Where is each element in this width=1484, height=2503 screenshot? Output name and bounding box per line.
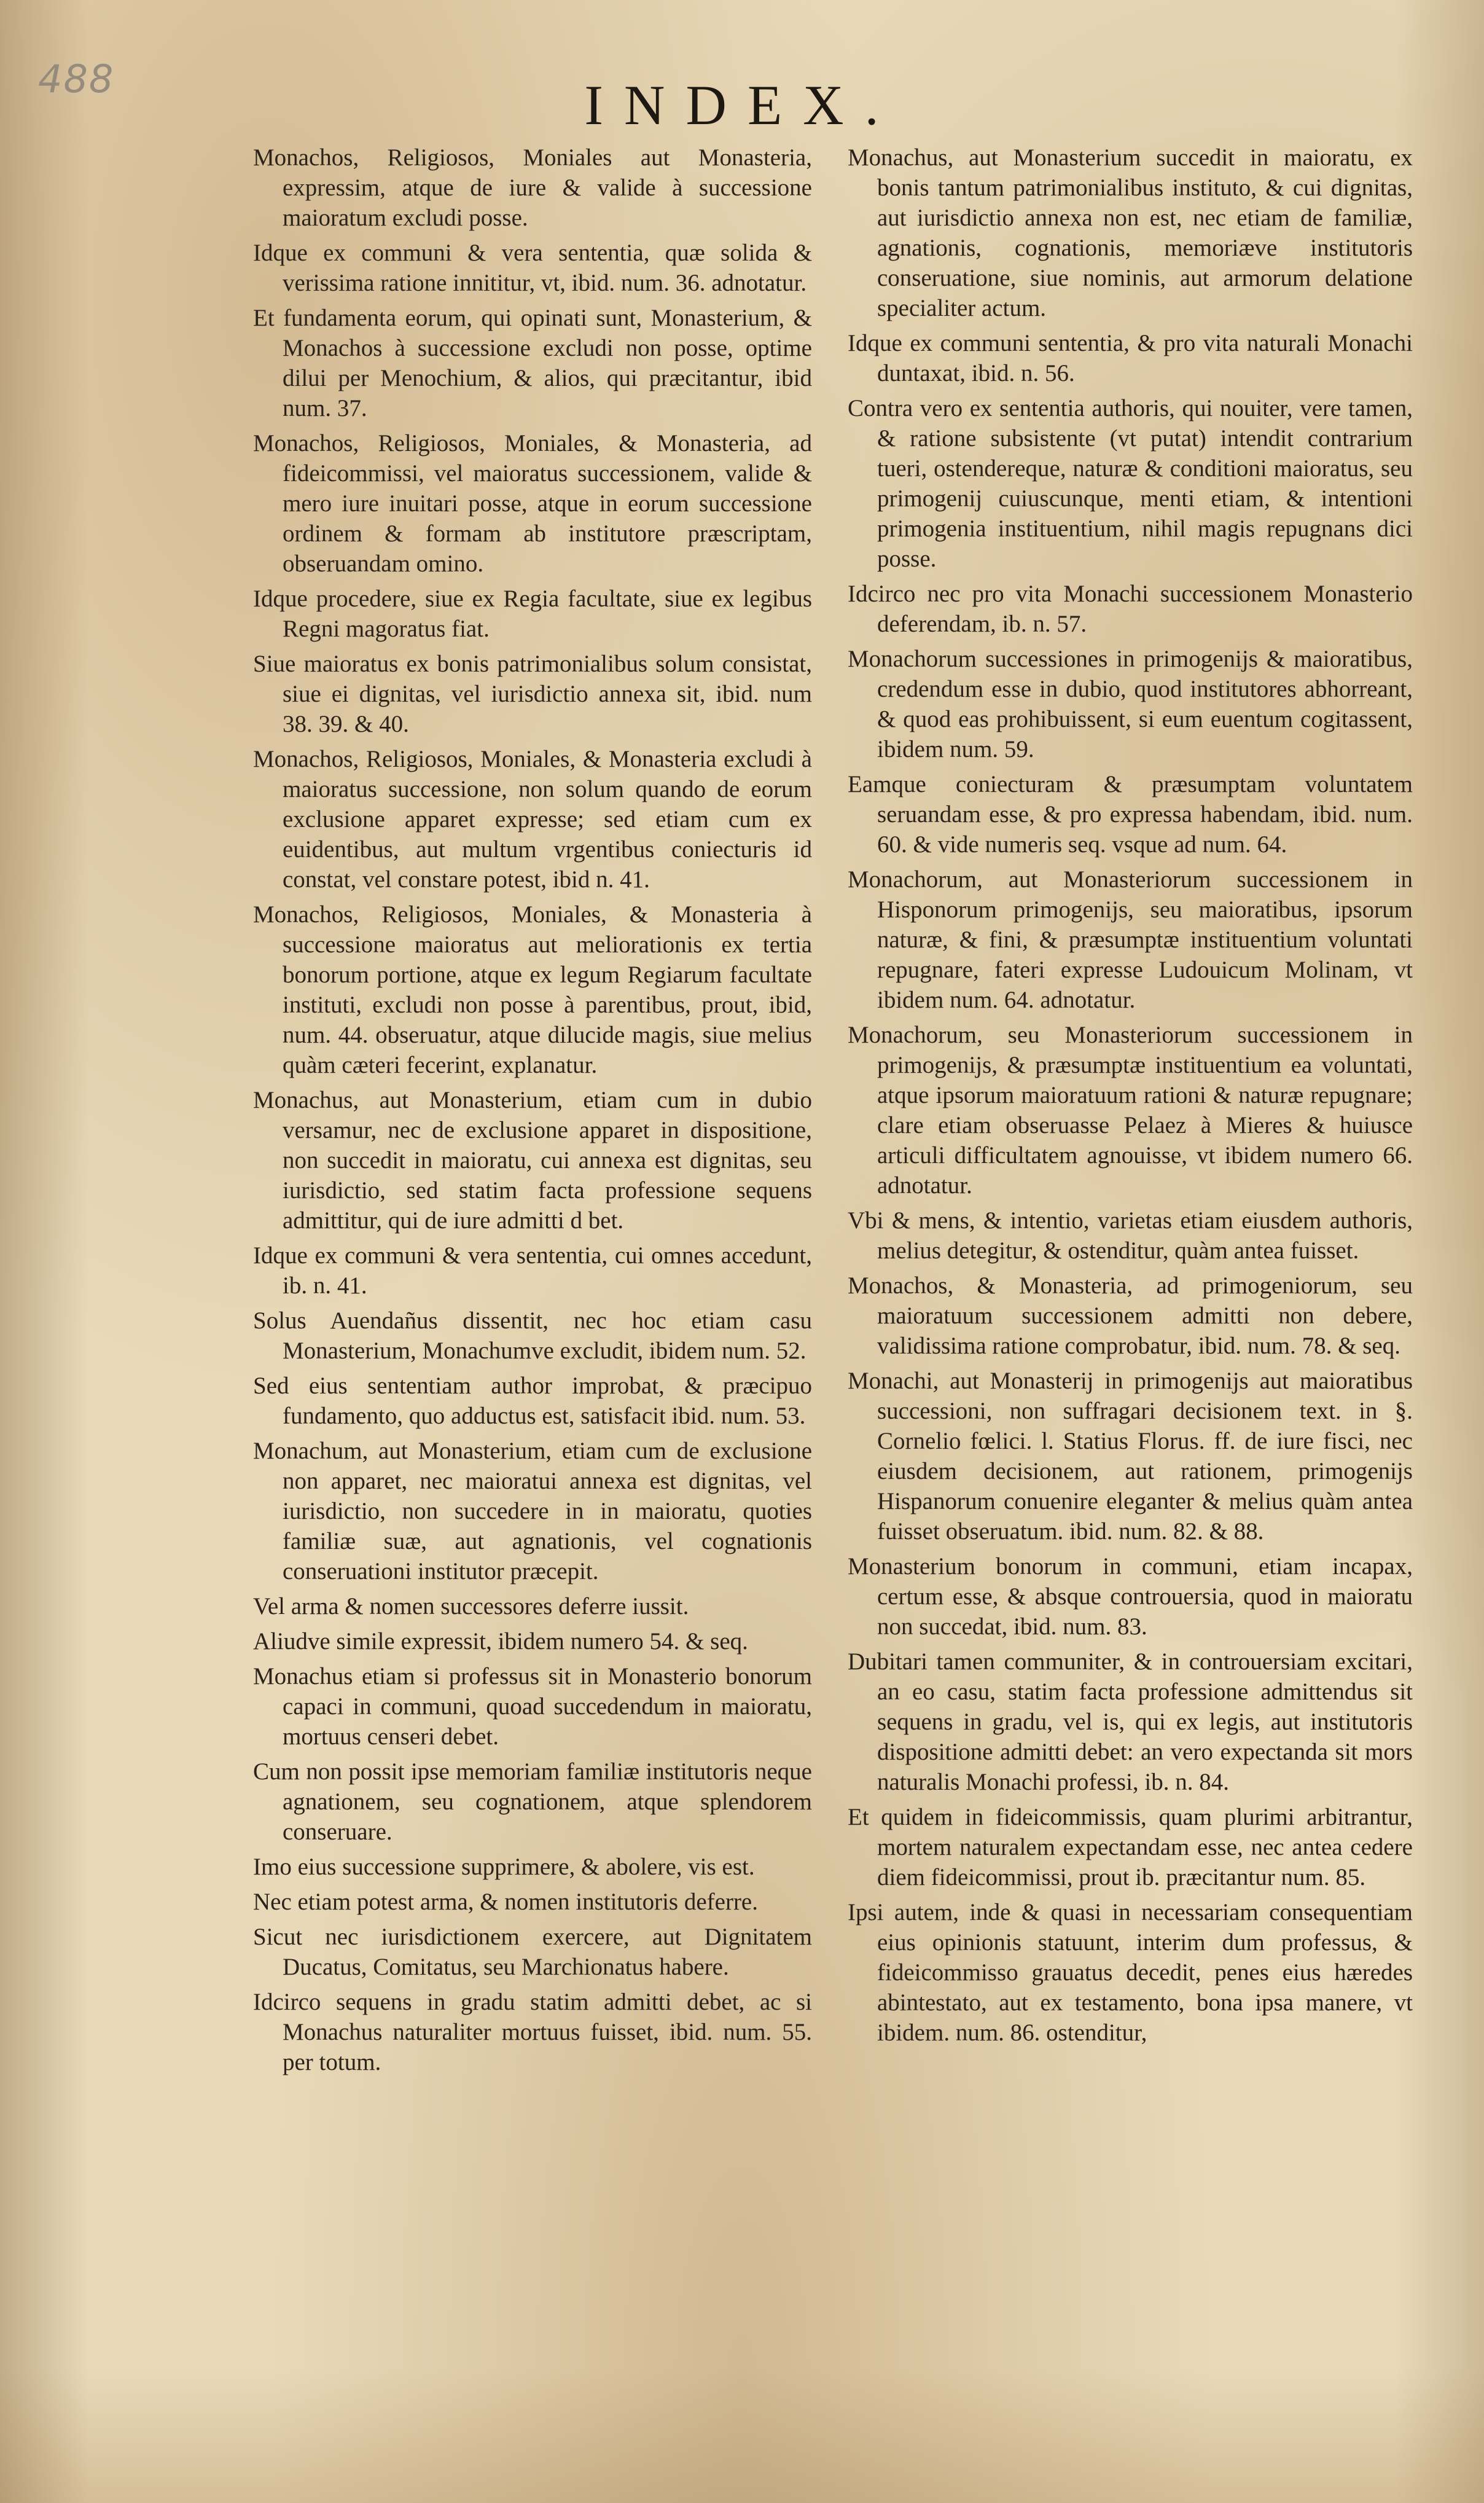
index-entry: Idque procedere, siue ex Regia facultate, siue ex legibus Regni magoratus fiat. bbox=[253, 586, 812, 642]
index-entry: Idcirco sequens in gradu statim admitti debet, ac si Monachus naturaliter mortuus fuisset, ibid. num. 55. per totum. bbox=[253, 1989, 812, 2075]
index-entry: Eamque coniecturam & præsumptam voluntatem seruandam esse, & pro expressa habendam, ibid. num. 60. & vide numeris seq. vsque ad num. 64. bbox=[848, 771, 1413, 858]
index-entry: Imo eius successione supprimere, & abolere, vis est. bbox=[253, 1854, 755, 1880]
index-entry: Monachorum, aut Monasteriorum successionem in Hisponorum primogenijs, seu maioratibus, ipsorum naturæ, & fini, & præsumptæ instituentium voluntati repugnare, fateri expresse Ludouicum Molinam, vt ibidem num. 64. adnotatur. bbox=[848, 866, 1413, 1013]
index-entry: Monachorum successiones in primogenijs & maioratibus, credendum esse in dubio, quod institutores abhorreant, & quod eas prohibuissent, si eum euentum cogitassent, ibidem num. 59. bbox=[848, 646, 1413, 762]
index-entry: Cum non possit ipse memoriam familiæ institutoris neque agnationem, seu cognationem, atque splendorem conseruare. bbox=[253, 1758, 812, 1845]
index-entry: Nec etiam potest arma, & nomen institutoris deferre. bbox=[253, 1889, 758, 1915]
index-entry: Monachum, aut Monasterium, etiam cum de exclusione non apparet, nec maioratui annexa est dignitas, vel iurisdictio, non succedere in in maioratu, quoties familiæ suæ, aut agnationis, vel cognationis conseruationi institutor præcepit. bbox=[253, 1438, 812, 1584]
index-entry: Monachus, aut Monasterium succedit in maioratu, ex bonis tantum patrimonialibus instituto, & cui dignitas, aut iurisdictio annexa non est, nec etiam de familiæ, agnationis, cognationis, memoriæve institutoris conseruatione, siue nominis, aut armorum delatione specialiter actum. bbox=[848, 144, 1413, 321]
index-entry: Idque ex communi & vera sententia, quæ solida & verissima ratione innititur, vt, ibid. num. 36. adnotatur. bbox=[253, 240, 812, 296]
index-entry: Monachos, Religiosos, Moniales, & Monasteria, ad fideicommissi, vel maioratus successionem, valide & mero iure inuitari posse, atque in eorum successione ordinem & formam ab institutore præscriptam, obseruandam omino. bbox=[253, 430, 812, 577]
index-entry: Dubitari tamen communiter, & in controuersiam excitari, an eo casu, statim facta professione admittendus sit sequens in gradu, vel is, qui ex legis, aut institutoris dispositione admitti debet: an vero expectanda sit mors naturalis Monachi professi, ib. n. 84. bbox=[848, 1648, 1413, 1795]
index-entry: Monachus, aut Monasterium, etiam cum in dubio versamur, nec de exclusione apparet in dispositione, non succedit in maioratu, cui annexa est dignitas, seu iurisdictio, sed statim facta professione sequens admittitur, qui de iure admitti d bet. bbox=[253, 1087, 812, 1234]
index-entry: Vel arma & nomen successores deferre iussit. bbox=[253, 1593, 689, 1620]
index-entry: Siue maioratus ex bonis patrimonialibus solum consistat, siue ei dignitas, vel iurisdictio annexa sit, ibid. num 38. 39. & 40. bbox=[253, 651, 812, 737]
index-entry: Aliudve simile expressit, ibidem numero 54. & seq. bbox=[253, 1628, 748, 1655]
index-entry: Idque ex communi sententia, & pro vita naturali Monachi duntaxat, ibid. n. 56. bbox=[848, 330, 1413, 386]
index-entry: Contra vero ex sententia authoris, qui nouiter, vere tamen, & ratione subsistente (vt putat) intendit contrarium tueri, ostendereque, naturæ & conditioni maioratus, seu primogenij cuiuscunque, menti etiam, & intentioni primogenia instituentium, nihil magis repugnans dici posse. bbox=[848, 395, 1413, 572]
right-column bbox=[848, 143, 1413, 2053]
index-entry: Monachos, Religiosos, Moniales aut Monasteria, expressim, atque de iure & valide à successione maioratum excludi posse. bbox=[253, 144, 812, 231]
index-entry: Idque ex communi & vera sententia, cui omnes accedunt, ib. n. 41. bbox=[253, 1242, 812, 1299]
index-entry: Et fundamenta eorum, qui opinati sunt, Monasterium, & Monachos à successione excludi non posse, optime dilui per Menochium, & alios, qui præcitantur, ibid num. 37. bbox=[253, 305, 812, 421]
index-entry: Monachos, Religiosos, Moniales, & Monasteria à successione maioratus aut meliorationis ex tertia bonorum portione, atque ex legum Regiarum facultate instituti, excludi non posse à parentibus, prout, ibid, num. 44. obseruatur, atque dilucide magis, siue melius quàm cæteri fecerint, explanatur. bbox=[253, 901, 812, 1078]
index-entry: Monachos, & Monasteria, ad primogeniorum, seu maioratuum successionem admitti non debere, validissima ratione comprobatur, ibid. num. 78. & seq. bbox=[848, 1272, 1413, 1359]
index-entry: Monachorum, seu Monasteriorum successionem in primogenijs, & præsumptæ instituentium ea voluntati, atque ipsorum maioratuum rationi & naturæ repugnare; clare etiam obseruasse Pelaez à Mieres & huiusce articuli difficultatem agnouisse, vt ibidem numero 66. adnotatur. bbox=[848, 1022, 1413, 1199]
index-entry: Ipsi autem, inde & quasi in necessariam consequentiam eius opinionis statuunt, interim dum professus, & fideicommisso grauatus decedit, penes eius hæredes abintestato, aut ex testamento, bona ipsa manere, vt ibidem. num. 86. ostenditur, bbox=[848, 1899, 1413, 2046]
index-entry: Monachus etiam si professus sit in Monasterio bonorum capaci in communi, quoad succedendum in maioratu, mortuus censeri debet. bbox=[253, 1663, 812, 1750]
index-entry: Idcirco nec pro vita Monachi successionem Monasterio deferendam, ib. n. 57. bbox=[848, 581, 1413, 637]
index-entry: Monachos, Religiosos, Moniales, & Monasteria excludi à maioratus successione, non solum quando de eorum exclusione apparet expresse; sed etiam cum ex euidentibus, aut multum vrgentibus coniecturis id constat, vel constare potest, ibid n. 41. bbox=[253, 746, 812, 893]
index-entry: Monachi, aut Monasterij in primogenijs aut maioratibus successioni, non suffragari decisionem text. in §. Cornelio fœlici. l. Statius Florus. ff. de iure fisci, nec eiusdem decisionem, aut rationem, primogenijs Hispanorum conuenire eleganter & melius quàm antea fuisset obseruatum. ibid. num. 82. & 88. bbox=[848, 1368, 1413, 1545]
index-entry: Vbi & mens, & intentio, varietas etiam eiusdem authoris, melius detegitur, & ostenditur, quàm antea fuisset. bbox=[848, 1207, 1413, 1264]
page-title: INDEX. bbox=[584, 74, 900, 136]
folio-number: 488 bbox=[38, 57, 115, 101]
page-edge-shadow bbox=[0, 2368, 1484, 2503]
index-entry: Sicut nec iurisdictionem exercere, aut Dignitatem Ducatus, Comitatus, seu Marchionatus habere. bbox=[253, 1924, 812, 1980]
left-column bbox=[253, 143, 812, 2082]
index-entry: Solus Auendañus dissentit, nec hoc etiam casu Monasterium, Monachumve excludit, ibidem num. 52. bbox=[253, 1307, 812, 1364]
index-entry: Sed eius sententiam author improbat, & præcipuo fundamento, quo adductus est, satisfacit ibid. num. 53. bbox=[253, 1373, 812, 1429]
index-entry: Monasterium bonorum in communi, etiam incapax, certum esse, & absque controuersia, quod in maioratu non succedat, ibid. num. 83. bbox=[848, 1553, 1413, 1640]
index-entry: Et quidem in fideicommissis, quam plurimi arbitrantur, mortem naturalem expectandam esse, nec antea cedere diem fideicommissi, prout ib. præcitantur num. 85. bbox=[848, 1804, 1413, 1890]
